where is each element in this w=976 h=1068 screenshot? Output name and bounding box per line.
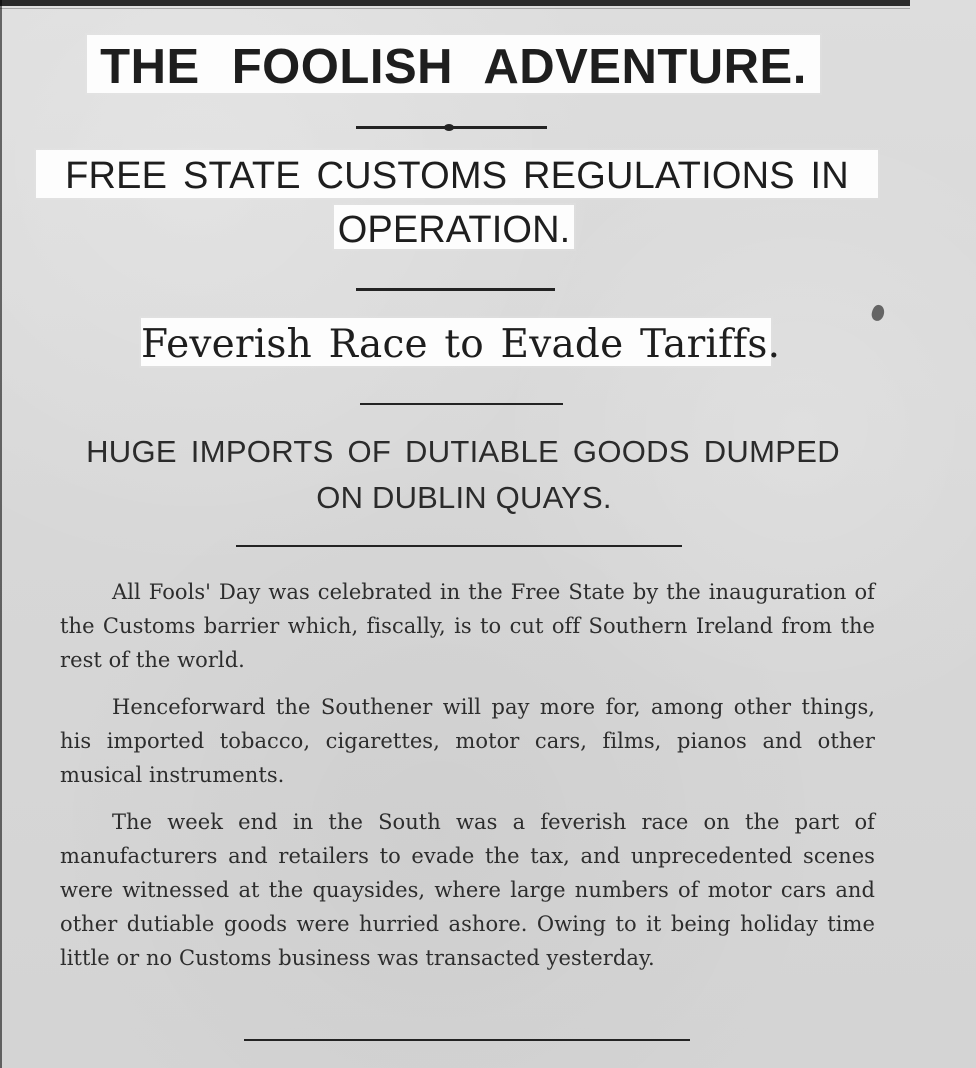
divider-4 xyxy=(236,545,682,547)
divider-2 xyxy=(356,288,555,291)
left-margin-line xyxy=(0,0,2,1068)
top-border-rule xyxy=(0,0,910,6)
ornamental-divider-1 xyxy=(356,126,547,129)
subheadline-line-1: FREE STATE CUSTOMS REGULATIONS IN xyxy=(36,150,878,198)
paragraph-3: The week end in the South was a feverish race on the part of manufacturers and retailers to evade the tax, and unprecedented scenes were witnessed at the quaysides, where large numbers of motor cars and other dutiable goods were hurried ashore. Owing to it being holiday time little or no Customs business was transacted yesterday. xyxy=(60,810,875,970)
subheadline-line-2: OPERATION. xyxy=(334,205,574,249)
tagline-headline: Feverish Race to Evade Tariffs. xyxy=(141,318,771,366)
bottom-divider xyxy=(244,1039,690,1041)
deck-line-1: HUGE IMPORTS OF DUTIABLE GOODS DUMPED xyxy=(86,434,840,469)
main-headline: THE FOOLISH ADVENTURE. xyxy=(87,35,820,93)
paragraph-2: Henceforward the Southener will pay more for, among other things, his imported tobacco, cigarettes, motor cars, films, pianos and other musical instruments. xyxy=(60,695,875,787)
paragraph-1: All Fools' Day was celebrated in the Free State by the inauguration of the Customs barrier which, fiscally, is to cut off Southern Ireland from the rest of the world. xyxy=(60,580,875,672)
divider-3 xyxy=(360,403,563,405)
ink-spot xyxy=(870,304,886,323)
article-body xyxy=(60,575,875,975)
deck-line-2: ON DUBLIN QUAYS. xyxy=(316,480,612,515)
